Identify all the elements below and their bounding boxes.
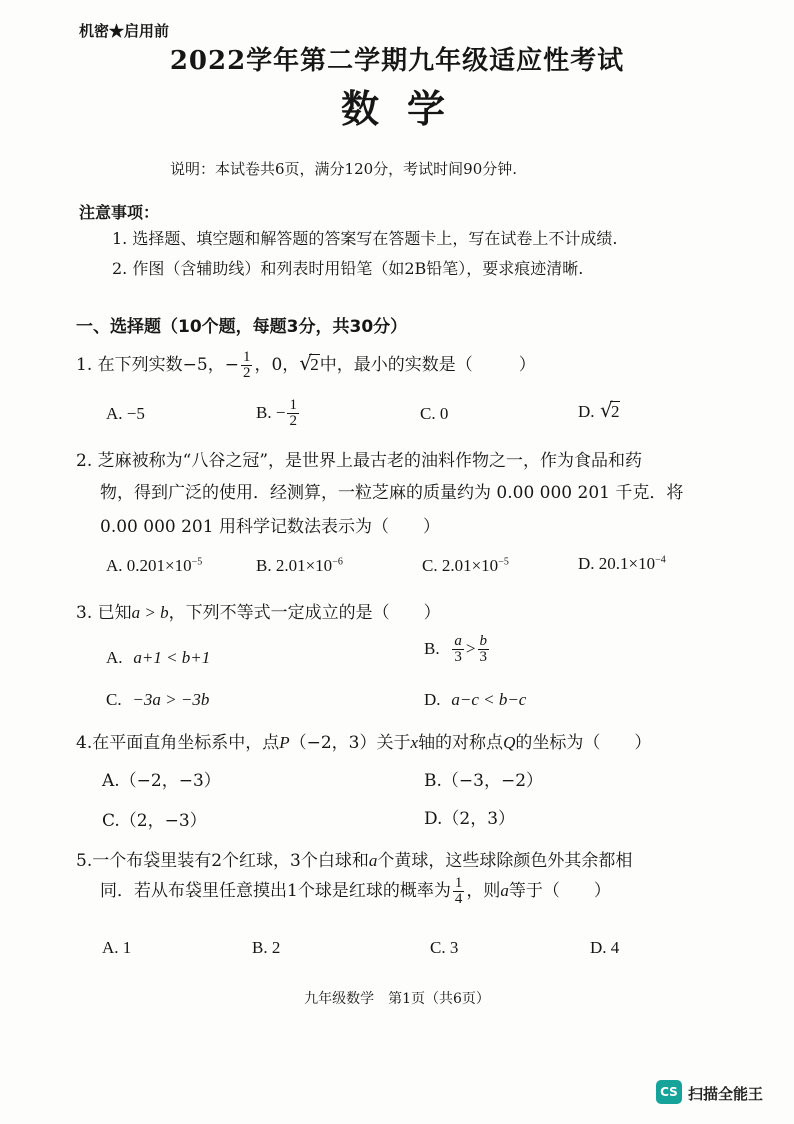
option-b: B. − $\frac{1}{2}$ bbox=[256, 397, 297, 429]
question-3: 3. 已知a > b，下列不等式一定成立的是（ ） bbox=[76, 603, 441, 623]
option-c: C. 0 bbox=[420, 404, 449, 423]
option-a: A. 1 bbox=[102, 938, 132, 957]
option-b: B. $\frac{a}{3}$ > $\frac{b}{3}$ bbox=[424, 633, 487, 665]
scanner-watermark bbox=[656, 1078, 784, 1108]
question-4: 4.在平面直角坐标系中，点P（−2，3）关于x轴的对称点Q的坐标为（ ） bbox=[76, 733, 652, 753]
question-text: 芝麻被称为“八谷之冠”，是世界上最古老的油料作物之一，作为食品和药 bbox=[97, 451, 643, 471]
question-number: 5. bbox=[76, 851, 93, 871]
option-a: A. $0.201\times 10^{-5}$ bbox=[106, 556, 203, 575]
question-number: 3. bbox=[76, 603, 93, 623]
exam-title: 2022学年第二学期九年级适应性考试 bbox=[169, 46, 625, 76]
question-5-line-2: 同．若从布袋里任意摸出1个球是红球的概率为 $\frac{1}{4}$ ，则a等于（ ） bbox=[100, 875, 611, 907]
question-2 bbox=[76, 446, 642, 471]
option-b: B.（−3，−2） bbox=[424, 771, 544, 791]
notice-item: 2. 作图（含辅助线）和列表时用铅笔（如2B铅笔），要求痕迹清晰. bbox=[112, 259, 584, 278]
option-c: C. $2.01\times 10^{-5}$ bbox=[422, 556, 509, 575]
option-c: C. 3 bbox=[430, 938, 459, 957]
watermark-text: 扫描全能王 bbox=[688, 1085, 764, 1103]
option-d: D. $20.1\times 10^{-4}$ bbox=[578, 554, 666, 573]
question-1: 1. 在下列实数−5，− $\frac{1}{2}$ ，0， √ 2中，最小的实数是（ ） bbox=[76, 349, 536, 381]
question-number: 1. bbox=[76, 355, 93, 375]
notice-item: 1. 选择题、填空题和解答题的答案写在答题卡上，写在试卷上不计成绩. bbox=[112, 229, 618, 248]
question-2-line-2: 物，得到广泛的使用．经测算，一粒芝麻的质量约为 0.00 000 201 千克．将 bbox=[100, 483, 684, 503]
option-a: A. a+1 < b+1 bbox=[106, 648, 211, 667]
fraction: $\frac{1}{2}$ bbox=[242, 349, 251, 381]
confidential-note: 机密★启用前 bbox=[79, 22, 170, 40]
section-heading: 一、选择题（10个题，每题3分，共30分） bbox=[76, 317, 408, 337]
option-d: D. a−c < b−c bbox=[424, 690, 527, 709]
question-number: 4. bbox=[76, 733, 93, 753]
camscanner-logo-icon: CS bbox=[656, 1080, 682, 1104]
question-5: 5.一个布袋里装有2个红球，3个白球和a个黄球，这些球除颜色外其余都相 bbox=[76, 851, 633, 871]
option-d: D. √ 2 bbox=[578, 398, 620, 422]
question-2-line-3: 0.00 000 201 用科学记数法表示为（ ） bbox=[100, 517, 440, 537]
option-a: A. −5 bbox=[106, 404, 145, 423]
option-b: B. 2 bbox=[252, 938, 281, 957]
option-d: D. 4 bbox=[590, 938, 620, 957]
sqrt-symbol: √ 2 bbox=[299, 351, 319, 375]
subject-title: 数学 bbox=[340, 86, 473, 131]
condition: a > b bbox=[131, 603, 169, 622]
option-c: C.（2，−3） bbox=[102, 811, 207, 831]
question-text: 在下列实数−5， bbox=[97, 355, 225, 375]
page-footer: 九年级数学 第1页（共6页） bbox=[304, 991, 490, 1007]
option-a: A.（−2，−3） bbox=[102, 771, 221, 791]
option-c: C. −3a > −3b bbox=[106, 690, 210, 709]
notice-heading: 注意事项： bbox=[79, 203, 160, 222]
question-number: 2. bbox=[76, 451, 93, 471]
option-d: D.（2，3） bbox=[424, 809, 516, 829]
option-b: B. $2.01\times 10^{-6}$ bbox=[256, 556, 343, 575]
exam-description: 说明：本试卷共6页，满分120分，考试时间90分钟. bbox=[170, 160, 518, 178]
